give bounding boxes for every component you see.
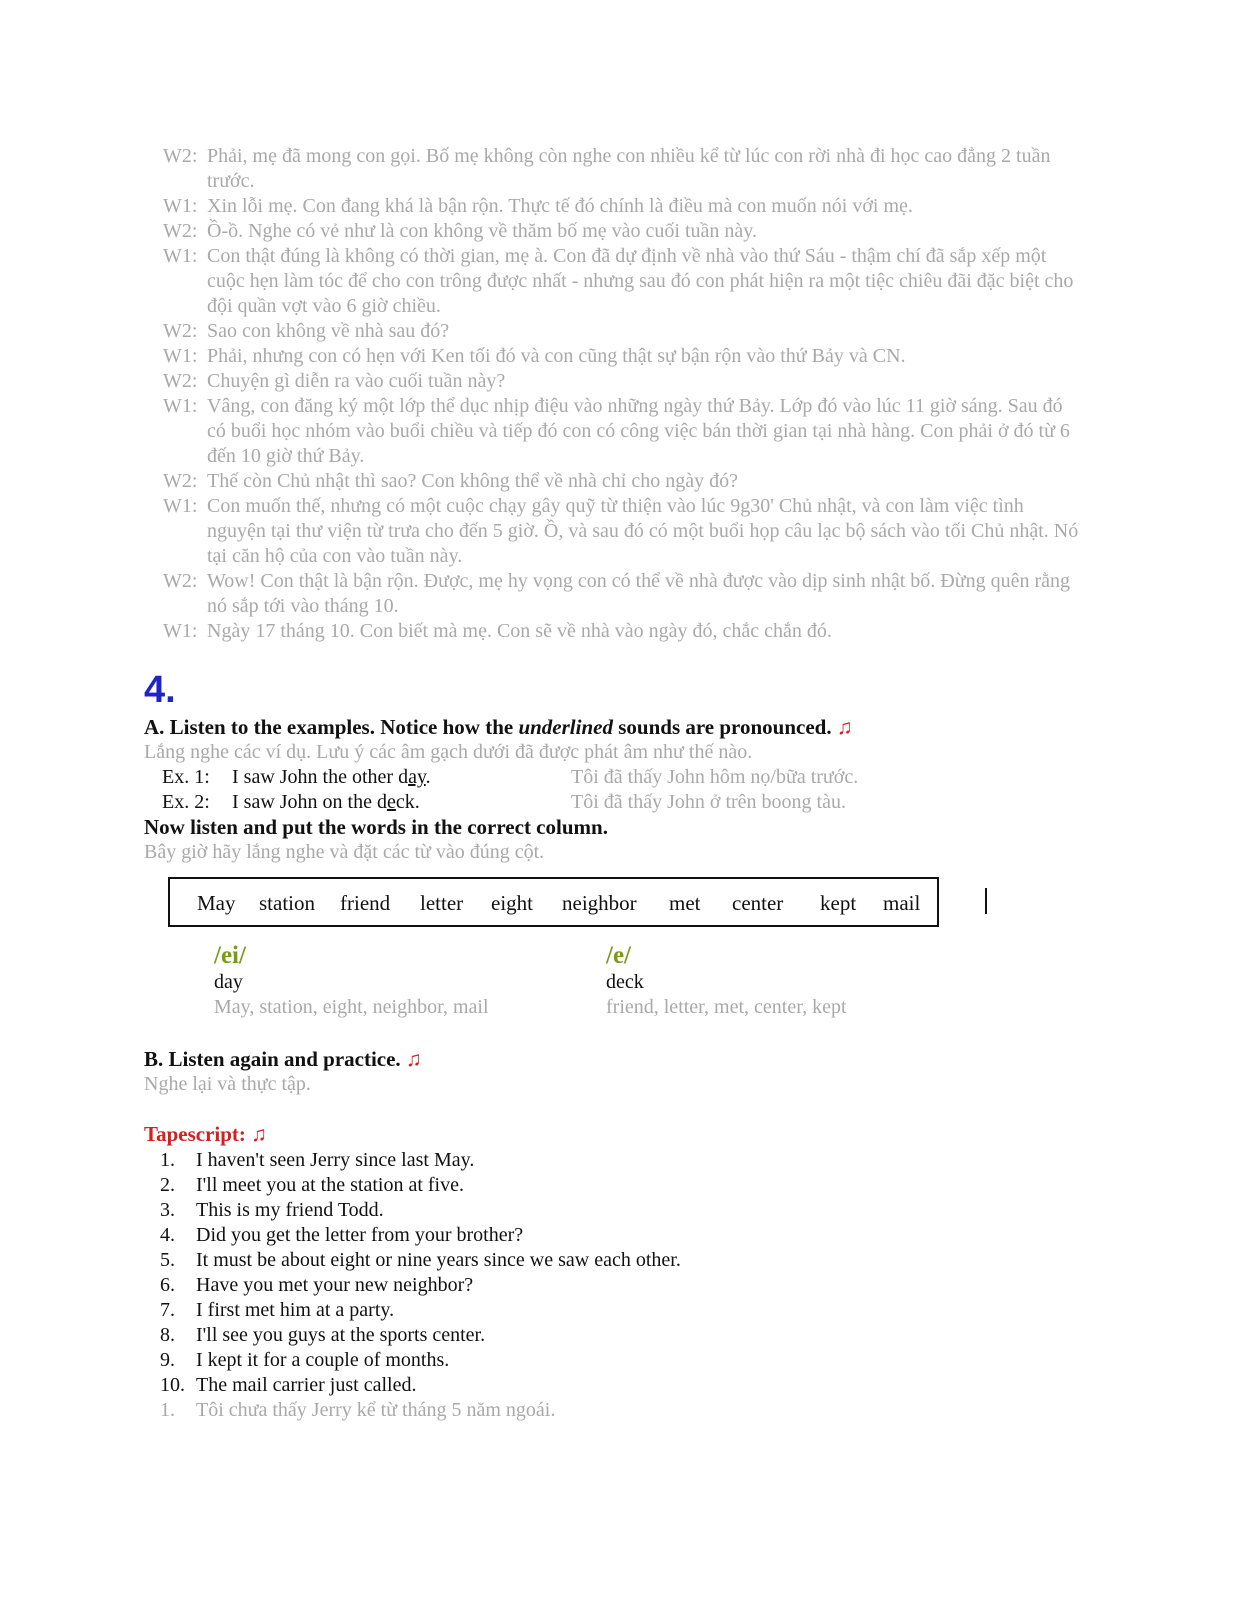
dialogue-turn [163, 144, 1083, 194]
example-sentence [232, 790, 420, 815]
text-cursor [985, 888, 987, 914]
speaker-label: W2: [163, 220, 198, 242]
list-item [160, 1148, 860, 1173]
music-note-icon[interactable]: ♫ [405, 1047, 422, 1071]
part-b-title-text: B. Listen again and practice. [144, 1047, 406, 1071]
example-text: I saw John on the d [232, 791, 387, 813]
column-example: deck [606, 971, 644, 993]
word-chip: kept [820, 891, 857, 915]
part-a-title-italic: underlined [518, 715, 613, 739]
tapescript-list [160, 1148, 860, 1423]
section-number: 4. [144, 669, 176, 711]
item-number: 7. [160, 1299, 175, 1321]
column-example: day [214, 971, 243, 993]
part-b-heading [144, 1047, 422, 1072]
list-item [160, 1373, 860, 1398]
music-note-icon[interactable]: ♫ [836, 715, 853, 739]
list-item [160, 1223, 860, 1248]
item-number: 1. [160, 1149, 175, 1171]
speaker-label: W1: [163, 245, 198, 267]
dialogue-text: Sao con không về nhà sau đó? [207, 320, 450, 342]
speaker-label: W2: [163, 470, 198, 492]
dialogue-text: Wow! Con thật là bận rộn. Được, mẹ hy vọng con có thể về nhà được vào dịp sinh nhật bố. Đừng quên rằng nó sắp tới vào tháng 10. [207, 570, 1070, 617]
item-text: I kept it for a couple of months. [196, 1349, 450, 1371]
part-a-title-text: sounds are pronounced. [612, 715, 837, 739]
instruction: Now listen and put the words in the correct column. [144, 815, 608, 839]
sound-column-ei [214, 942, 594, 1020]
underlined-sound: e [386, 791, 396, 813]
speaker-label: W1: [163, 495, 198, 517]
sound-column-e [606, 942, 986, 1020]
item-number: 2. [160, 1174, 175, 1196]
dialogue-turn [163, 319, 1083, 344]
dialogue-turn [163, 494, 1083, 569]
dialogue-turn [163, 469, 1083, 494]
example-text: . [425, 766, 431, 788]
item-number: 1. [160, 1399, 175, 1421]
speaker-label: W2: [163, 370, 198, 392]
item-text: It must be about eight or nine years since we saw each other. [196, 1249, 681, 1271]
list-item-translation [160, 1398, 860, 1423]
item-number: 8. [160, 1324, 175, 1346]
example-translation: Tôi đã thấy John hôm nọ/bữa trước. [571, 766, 859, 788]
item-number: 4. [160, 1224, 175, 1246]
speaker-label: W1: [163, 195, 198, 217]
dialogue-text: Con thật đúng là không có thời gian, mẹ à. Con đã dự định về nhà vào thứ Sáu - thậm chí đã sắp xếp một cuộc hẹn làm tóc để cho con trông được nhất - nhưng sau đó con phát hiện ra một tiệc chiêu đãi đặc biệt cho đội quần vợt vào 6 giờ chiều. [207, 245, 1074, 317]
part-a-translation: Lắng nghe các ví dụ. Lưu ý các âm gạch dưới đã được phát âm như thế nào. [144, 741, 753, 763]
speaker-label: W1: [163, 395, 198, 417]
item-number: 6. [160, 1274, 175, 1296]
list-item [160, 1298, 860, 1323]
list-item [160, 1173, 860, 1198]
speaker-label: W2: [163, 145, 198, 167]
underlined-sound: ay [408, 766, 426, 788]
part-b-translation: Nghe lại và thực tập. [144, 1073, 311, 1095]
ipa-symbol: /ei/ [214, 942, 246, 969]
list-item [160, 1348, 860, 1373]
word-chip: center [732, 891, 784, 915]
music-note-icon[interactable]: ♫ [251, 1122, 267, 1146]
list-item [160, 1273, 860, 1298]
word-chip: eight [491, 891, 533, 915]
dialogue-turn [163, 569, 1083, 619]
dialogue-text: Xin lỗi mẹ. Con đang khá là bận rộn. Thực tế đó chính là điều mà con muốn nói với mẹ. [207, 195, 913, 217]
dialogue-text: Thế còn Chủ nhật thì sao? Con không thể về nhà chỉ cho ngày đó? [207, 470, 738, 492]
tapescript-title: Tapescript: [144, 1122, 252, 1146]
dialogue-text: Chuyện gì diễn ra vào cuối tuần này? [207, 370, 506, 392]
word-chip: mail [883, 891, 921, 915]
word-chip: neighbor [562, 891, 637, 915]
dialogue-translation [163, 144, 1083, 644]
column-answers: May, station, eight, neighbor, mail [214, 996, 489, 1018]
item-text: Tôi chưa thấy Jerry kể từ tháng 5 năm ngoái. [196, 1399, 556, 1421]
item-number: 10. [160, 1374, 185, 1396]
item-text: Did you get the letter from your brother? [196, 1224, 524, 1246]
column-answers: friend, letter, met, center, kept [606, 996, 847, 1018]
word-chip: letter [420, 891, 464, 915]
dialogue-text: Vâng, con đăng ký một lớp thể dục nhịp điệu vào những ngày thứ Bảy. Lớp đó vào lúc 11 giờ sáng. Sau đó có buổi học nhóm vào buổi chiều và tiếp đó con có công việc bán thời gian tại nhà hàng. Con phải ở đó từ 6 đến 10 giờ thứ Bảy. [207, 395, 1070, 467]
dialogue-text: Phải, mẹ đã mong con gọi. Bố mẹ không còn nghe con nhiều kể từ lúc con rời nhà đi học cao đẳng 2 tuần trước. [207, 145, 1051, 192]
word-chip: friend [340, 891, 391, 915]
dialogue-turn [163, 394, 1083, 469]
word-chip: station [259, 891, 315, 915]
part-a-heading [144, 715, 853, 740]
list-item [160, 1198, 860, 1223]
example-text: ck. [395, 791, 420, 813]
item-number: 3. [160, 1199, 175, 1221]
dialogue-text: Con muốn thế, nhưng có một cuộc chạy gây quỹ từ thiện vào lúc 9g30' Chủ nhật, và con làm việc tình nguyện tại thư viện từ trưa cho đến 5 giờ. Ồ, và sau đó có một buổi họp câu lạc bộ sách vào tối Chủ nhật. Nó tại căn hộ của con vào tuần này. [207, 495, 1079, 567]
dialogue-turn [163, 219, 1083, 244]
item-text: I'll see you guys at the sports center. [196, 1324, 486, 1346]
example-translation: Tôi đã thấy John ở trên boong tàu. [571, 791, 846, 813]
word-box [168, 877, 939, 927]
part-a-title-text: A. Listen to the examples. Notice how the [144, 715, 519, 739]
list-item [160, 1323, 860, 1348]
speaker-label: W1: [163, 345, 198, 367]
dialogue-turn [163, 244, 1083, 319]
example-label: Ex. 2: [162, 791, 210, 813]
item-text: I first met him at a party. [196, 1299, 395, 1321]
dialogue-text: Ngày 17 tháng 10. Con biết mà mẹ. Con sẽ về nhà vào ngày đó, chắc chắn đó. [207, 620, 832, 642]
tapescript-heading [144, 1122, 267, 1147]
example-label: Ex. 1: [162, 766, 210, 788]
ipa-symbol: /e/ [606, 942, 631, 969]
dialogue-turn [163, 194, 1083, 219]
item-text: The mail carrier just called. [196, 1374, 417, 1396]
instruction-translation: Bây giờ hãy lắng nghe và đặt các từ vào đúng cột. [144, 841, 545, 863]
dialogue-text: Phải, nhưng con có hẹn với Ken tối đó và con cũng thật sự bận rộn vào thứ Bảy và CN. [207, 345, 906, 367]
speaker-label: W2: [163, 570, 198, 592]
list-item [160, 1248, 860, 1273]
item-text: Have you met your new neighbor? [196, 1274, 474, 1296]
speaker-label: W1: [163, 620, 198, 642]
example-sentence [232, 765, 431, 790]
item-text: I haven't seen Jerry since last May. [196, 1149, 475, 1171]
item-number: 9. [160, 1349, 175, 1371]
dialogue-turn [163, 344, 1083, 369]
item-text: I'll meet you at the station at five. [196, 1174, 464, 1196]
word-chip: May [197, 891, 236, 915]
dialogue-turn [163, 369, 1083, 394]
speaker-label: W2: [163, 320, 198, 342]
item-number: 5. [160, 1249, 175, 1271]
dialogue-turn [163, 619, 1083, 644]
example-text: I saw John the other d [232, 766, 409, 788]
word-chip: met [669, 891, 701, 915]
dialogue-text: Ồ-ồ. Nghe có vẻ như là con không về thăm bố mẹ vào cuối tuần này. [207, 220, 757, 242]
item-text: This is my friend Todd. [196, 1199, 384, 1221]
